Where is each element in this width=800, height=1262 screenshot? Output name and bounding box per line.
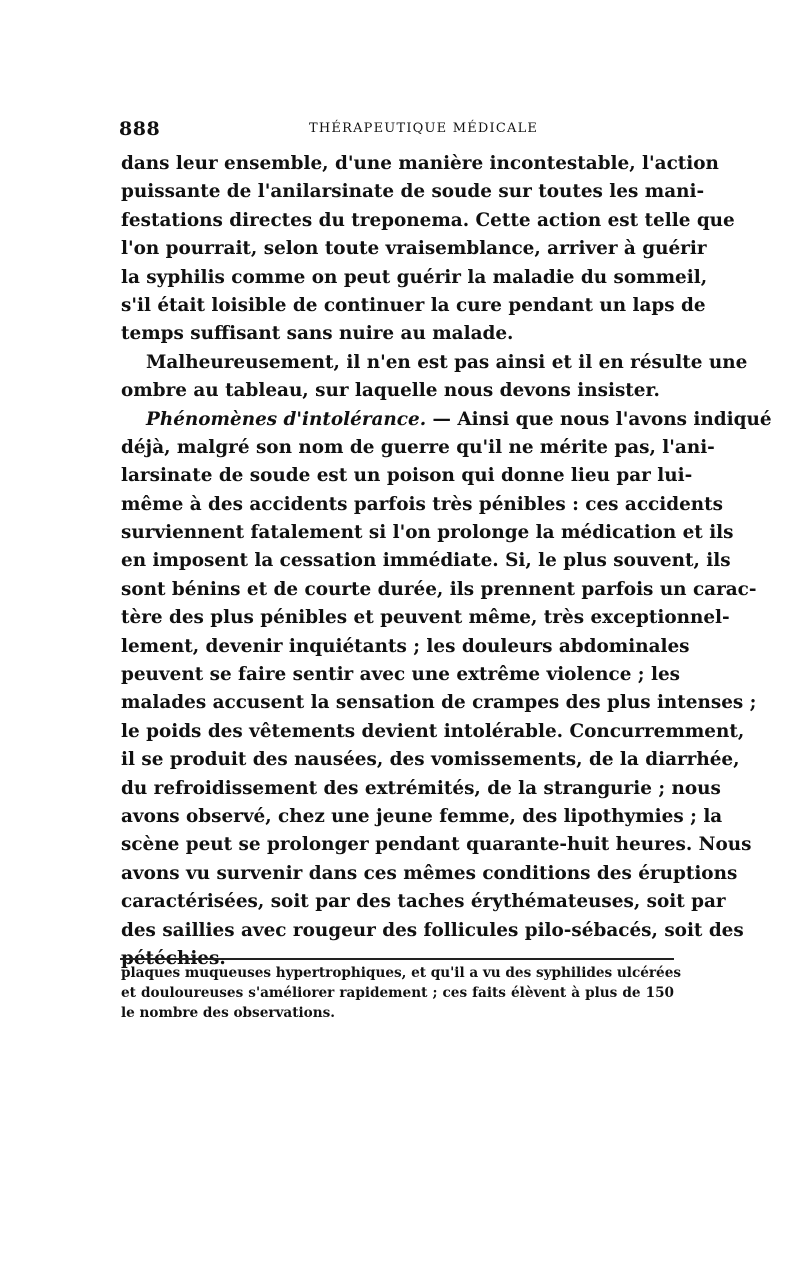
text-line: s'il était loisible de continuer la cure pendant un laps de [121,294,706,316]
text-line: la syphilis comme on peut guérir la maladie du sommeil, [121,266,708,288]
text-line: larsinate de soude est un poison qui donne lieu par lui- [121,465,693,487]
section-heading: Phénomènes d'intolérance. [146,408,427,430]
footnote-line: le nombre des observations. [121,1005,335,1021]
text-line: même à des accidents parfois très pénibles : ces accidents [121,493,724,515]
text-line: temps suffisant sans nuire au malade. [121,323,514,345]
text-line: lement, devenir inquiétants ; les douleurs abdominales [121,635,690,657]
text-line: le poids des vêtements devient intolérable. Concurremment, [121,720,745,742]
text-line: festations directes du treponema. Cette action est telle que [121,209,735,231]
text-line: ombre au tableau, sur laquelle nous devons insister. [121,380,660,402]
page-header [119,118,674,142]
text-line: il se produit des nausées, des vomissements, de la diarrhée, [121,749,740,771]
text-line: surviennent fatalement si l'on prolonge la médication et ils [121,522,734,544]
text-line: peuvent se faire sentir avec une extrême violence ; les [121,664,681,686]
text-line: sont bénins et de courte durée, ils prennent parfois un carac- [121,578,757,600]
text-line: tère des plus pénibles et peuvent même, très exceptionnel- [121,607,730,629]
text-line: caractérisées, soit par des taches érythémateuses, soit par [121,891,726,913]
text-line: scène peut se prolonger pendant quarante-huit heures. Nous [121,834,752,856]
page-number: 888 [119,118,161,140]
text-line: avons observé, chez une jeune femme, des lipothymies ; la [121,805,723,827]
text-line: des saillies avec rougeur des follicules pilo-sébacés, soit des [121,919,744,941]
footnote-line: plaques muqueuses hypertrophiques, et qu'il a vu des syphilides ulcérées [121,965,682,981]
running-title: THÉRAPEUTIQUE MÉDICALE [309,121,539,136]
text-line: pétéchies. [121,947,226,969]
heading-text: Ainsi que nous l'avons indiqué [457,408,772,430]
text-line: avons vu survenir dans ces mêmes conditions des éruptions [121,862,738,884]
text-line: dans leur ensemble, d'une manière incontestable, l'action [121,153,719,174]
text-line: l'on pourrait, selon toute vraisemblance, arriver à guérir [121,238,707,260]
text-line: malades accusent la sensation de crampes des plus intenses ; [121,692,757,714]
text-line: déjà, malgré son nom de guerre qu'il ne mérite pas, l'ani- [121,436,715,458]
footnote [121,963,682,1023]
text-line: puissante de l'anilarsinate de soude sur toutes les mani- [121,181,705,203]
text-line: en imposent la cessation immédiate. Si, le plus souvent, ils [121,550,731,572]
text-line-with-heading [121,406,772,434]
footnote-line: et douloureuses s'améliorer rapidement ; ces faits élèvent à plus de 150 [121,985,674,1001]
text-line: du refroidissement des extrémités, de la strangurie ; nous [121,777,721,799]
text-line: Malheureusement, il n'en est pas ainsi et il en résulte une [146,351,748,373]
heading-dash: — [426,408,458,430]
footnote-divider [120,958,674,960]
